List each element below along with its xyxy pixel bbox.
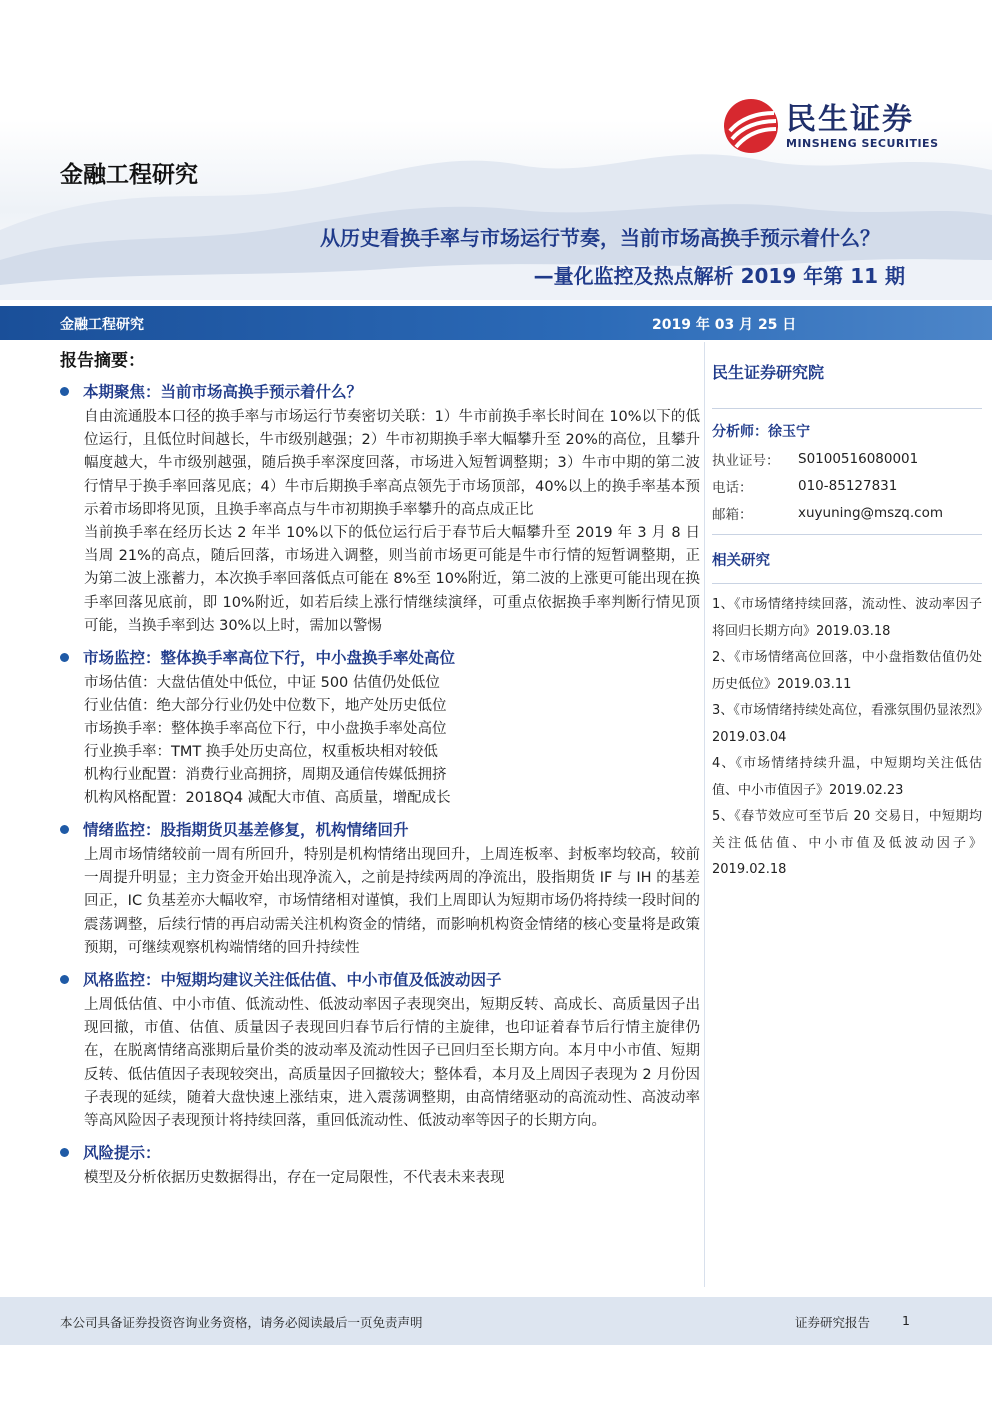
paragraph: 上周低估值、中小市值、低流动性、低波动率因子表现突出，短期反转、高成长、高质量因子出现回撤，市值、估值、质量因子表现回归春节后行情的主旋律，也印证着春节后行情主旋律仍在，在脱离情绪高涨期后量价类的波动率及流动性因子已回归至长期方向。本月中小市值、短期反转、低估值因子表现较突出，高质量因子回撤较大；整体看，本月及上周因子表现为 2 月份因子表现的延续，随着大盘快速上涨结束，进入震荡调整期，由高情绪驱动的高流动性、高波动率等高风险因子表现预计将持续回落，重回低流动性、低波动率等因子的长期方向。 bbox=[84, 997, 700, 1130]
section-style bbox=[60, 964, 700, 1133]
sidebar bbox=[712, 350, 982, 884]
bullet-icon bbox=[60, 653, 69, 662]
divider bbox=[712, 534, 982, 535]
section-heading bbox=[60, 814, 700, 844]
list-item: 行业换手率：TMT 换手处历史高位，权重板块相对较低 bbox=[84, 744, 438, 761]
divider bbox=[712, 583, 982, 584]
paragraph: 当前换手率在经历长达 2 年半 10%以下的低位运行后于春节后大幅攀升至 2019 年 3 月 8 日当周 21%的高点，随后回落，市场进入调整，则当前市场更可能是牛市行情的短暂调整期，正为第二波上涨蓄力，本次换手率回落低点可能在 8%至 10%附近，第二波的上涨更可能出现在换手率回落见底前，即 10%附近，如若后续上涨行情继续演绎，可重点依据换手率判断行情见顶可能，当换手率到达 30%以上时，需加以警惕 bbox=[84, 525, 700, 634]
related-item: 1、《市场情绪持续回落，流动性、波动率因子将回归长期方向》2019.03.18 bbox=[712, 597, 982, 639]
section-heading-text: 市场监控：整体换手率高位下行，中小盘换手率处高位 bbox=[83, 649, 456, 668]
bullet-icon bbox=[60, 387, 69, 396]
monitor-list bbox=[60, 672, 700, 810]
logo-cn-text: 民生证券 bbox=[786, 101, 914, 137]
license-number: S0100516080001 bbox=[798, 450, 919, 467]
logo-en-text: MINSHENG SECURITIES bbox=[786, 136, 939, 150]
bullet-icon bbox=[60, 975, 69, 984]
phone-number: 010-85127831 bbox=[798, 477, 898, 494]
report-title: 从历史看换手率与市场运行节奏，当前市场高换手预示着什么？ bbox=[320, 226, 880, 250]
document-category: 金融工程研究 bbox=[60, 162, 198, 188]
section-focus bbox=[60, 376, 700, 638]
info-row bbox=[712, 499, 982, 526]
analyst-name: 徐玉宁 bbox=[768, 424, 810, 440]
info-row bbox=[712, 445, 982, 472]
minsheng-logo-icon bbox=[722, 97, 780, 155]
section-heading bbox=[60, 1137, 700, 1167]
info-label: 电话： bbox=[712, 479, 753, 496]
summary-content bbox=[60, 376, 700, 1194]
section-heading-text: 风格监控：中短期均建议关注低估值、中小市值及低波动因子 bbox=[83, 971, 502, 990]
header-bar bbox=[0, 306, 992, 340]
report-date: 2019 年 03 月 25 日 bbox=[652, 317, 797, 333]
list-item: 市场估值：大盘估值处中低位，中证 500 估值仍处低位 bbox=[84, 675, 440, 692]
list-item: 行业估值：绝大部分行业仍处中位数下，地产处历史低位 bbox=[84, 698, 447, 715]
footer-report-type: 证券研究报告 bbox=[795, 1315, 871, 1330]
section-risk bbox=[60, 1137, 700, 1190]
related-research-list bbox=[712, 592, 982, 884]
info-label: 邮箱： bbox=[712, 506, 753, 523]
related-item: 4、《市场情绪持续升温，中短期均关注低估值、中小市值因子》2019.02.23 bbox=[712, 756, 982, 798]
list-item: 机构风格配置：2018Q4 减配大市值、高质量，增配成长 bbox=[84, 790, 451, 807]
list-item: 机构行业配置：消费行业高拥挤，周期及通信传媒低拥挤 bbox=[84, 767, 447, 784]
divider bbox=[712, 408, 982, 409]
paragraph: 模型及分析依据历史数据得出，存在一定局限性，不代表未来表现 bbox=[84, 1170, 505, 1187]
bullet-icon bbox=[60, 825, 69, 834]
section-heading-text: 风险提示： bbox=[83, 1144, 161, 1163]
list-item: 市场换手率：整体换手率高位下行，中小盘换手率处高位 bbox=[84, 721, 447, 738]
related-item: 3、《市场情绪持续处高位，看涨氛围仍显浓烈》2019.03.04 bbox=[712, 703, 982, 745]
page-footer bbox=[0, 1297, 992, 1345]
research-institute: 民生证券研究院 bbox=[712, 363, 825, 382]
paragraph: 自由流通股本口径的换手率与市场运行节奏密切关联：1）牛市前换手率长时间在 10%以下的低位运行，且低位时间越长，牛市级别越强；2）牛市初期换手率大幅攀升至 20%的高位，且攀升幅度越大，牛市级别越强，随后换手率深度回落，市场进入短暂调整期；3）牛市中期的第二波行情早于换手率回落见底；4）牛市后期换手率高点领先于市场顶部，40%以上的换手率基本预示着市场即将见顶，且换手率高点与牛市初期换手率攀升的高点成正比 bbox=[84, 409, 700, 518]
section-heading bbox=[60, 376, 700, 406]
section-heading-text: 本期聚焦：当前市场高换手预示着什么？ bbox=[83, 383, 363, 401]
related-item: 2、《市场情绪高位回落，中小盘指数估值仍处历史低位》2019.03.11 bbox=[712, 650, 982, 692]
info-label: 执业证号： bbox=[712, 452, 780, 469]
page-number: 1 bbox=[902, 1313, 910, 1328]
section-sentiment bbox=[60, 814, 700, 960]
footer-disclaimer: 本公司具备证券投资咨询业务资格，请务必阅读最后一页免责声明 bbox=[60, 1315, 423, 1330]
section-heading bbox=[60, 964, 700, 994]
bullet-icon bbox=[60, 1148, 69, 1157]
section-market-monitor bbox=[60, 642, 700, 810]
section-heading-text: 情绪监控：股指期货贝基差修复，机构情绪回升 bbox=[83, 821, 409, 840]
summary-heading: 报告摘要： bbox=[60, 351, 145, 371]
bar-category: 金融工程研究 bbox=[60, 317, 144, 333]
column-divider bbox=[704, 342, 705, 1287]
analyst-row bbox=[712, 417, 982, 445]
paragraph: 上周市场情绪较前一周有所回升，特别是机构情绪出现回升，上周连板率、封板率均较高，较前一周提升明显；主力资金开始出现净流入，之前是持续两周的净流出，股指期货 IF 与 IH 的基差回正，IC 负基差亦大幅收窄，市场情绪相对谨慎，我们上周即认为短期市场仍将持续一段时间的震荡调整，后续行情的再启动需关注机构资金的情绪，而影响机构资金情绪的核心变量将是政策预期，可继续观察机构端情绪的回升持续性 bbox=[84, 847, 700, 956]
section-heading bbox=[60, 642, 700, 672]
related-item: 5、《春节效应可至节后 20 交易日，中短期均关注低估值、中小市值及低波动因子》2019.02.18 bbox=[712, 809, 982, 877]
info-row bbox=[712, 472, 982, 499]
report-subtitle: —量化监控及热点解析 2019 年第 11 期 bbox=[533, 264, 905, 288]
related-research-heading: 相关研究 bbox=[712, 553, 770, 569]
email-link[interactable]: xuyuning@mszq.com bbox=[798, 504, 943, 521]
company-logo bbox=[722, 96, 952, 156]
analyst-label: 分析师： bbox=[712, 424, 768, 440]
